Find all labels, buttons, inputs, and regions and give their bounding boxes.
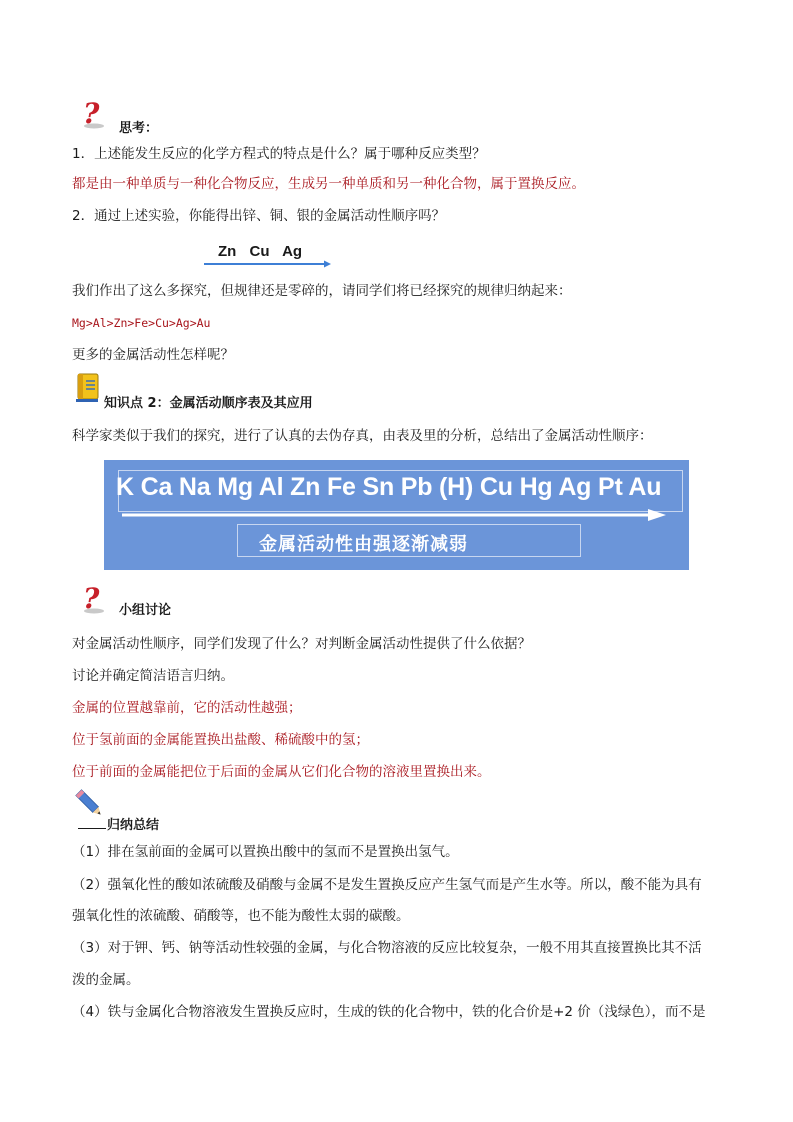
discussion-question: 对金属活动性顺序，同学们发现了什么？对判断金属活动性提供了什么依据？ [72,636,531,652]
conclusion-point-2-line-1: （2）强氧化性的酸如浓硫酸及硝酸与金属不是发生置换反应产生氢气而是产生水等。所以，酸不能为具有 [72,877,702,893]
svg-text:?: ? [83,97,100,129]
think-question-1: 1．上述能发生反应的化学方程式的特点是什么？属于哪种反应类型？ [72,146,486,162]
book-icon [74,373,102,403]
more-question: 更多的金属活动性怎样呢？ [72,347,234,363]
question-mark-icon [80,97,110,129]
conclusion-point-2-line-2: 强氧化性的浓硫酸、硝酸等，也不能为酸性太弱的碳酸。 [72,908,410,924]
summary-intro: 我们作出了这么多探究，但规律还是零碎的，请同学们将已经探究的规律归纳起来： [72,283,572,299]
question-mark-icon [80,582,110,614]
conclusion-title: 归纳总结 [107,818,160,833]
think-title: 思考： [119,121,159,136]
pencil-icon [72,786,108,822]
zn-cu-ag-arrow [202,260,332,268]
activity-order: Mg>Al>Zn>Fe>Cu>Ag>Au [72,316,211,330]
discussion-prompt: 讨论并确定简洁语言归纳。 [72,668,234,684]
svg-text:?: ? [83,582,100,614]
activity-series-banner [104,460,689,570]
think-answer-1: 都是由一种单质与一种化合物反应，生成另一种单质和另一种化合物，属于置换反应。 [72,176,585,192]
conclusion-point-4-line-1: （4）铁与金属化合物溶液发生置换反应时，生成的铁的化合物中，铁的化合价是+2 价（浅绿色），而不是 [72,1004,706,1020]
think-question-2: 2．通过上述实验，你能得出锌、铜、银的金属活动性顺序吗？ [72,208,446,224]
knowledge-title: 知识点 2：金属活动顺序表及其应用 [104,396,313,411]
discussion-answer-2: 位于氢前面的金属能置换出盐酸、稀硫酸中的氢； [72,732,369,748]
conclusion-point-1: （1）排在氢前面的金属可以置换出酸中的氢而不是置换出氢气。 [72,844,459,860]
conclusion-point-3-line-1: （3）对于钾、钙、钠等活动性较强的金属，与化合物溶液的反应比较复杂，一般不用其直接置换比其不活 [72,940,702,956]
activity-caption: 金属活动性由强逐渐减弱 [259,534,468,555]
knowledge-intro: 科学家类似于我们的探究，进行了认真的去伪存真，由表及里的分析，总结出了金属活动性顺序： [72,428,653,444]
zn-cu-ag-series: Zn Cu Ag [218,243,303,260]
right-arrow-icon [120,508,668,522]
discussion-answer-3: 位于前面的金属能把位于后面的金属从它们化合物的溶液里置换出来。 [72,764,491,780]
discussion-title: 小组讨论 [119,603,172,618]
underline-rule [78,828,106,829]
conclusion-point-3-line-2: 泼的金属。 [72,972,140,988]
metal-activity-series: K Ca Na Mg Al Zn Fe Sn Pb (H) Cu Hg Ag Pt Au [116,473,662,501]
discussion-answer-1: 金属的位置越靠前，它的活动性越强； [72,700,302,716]
